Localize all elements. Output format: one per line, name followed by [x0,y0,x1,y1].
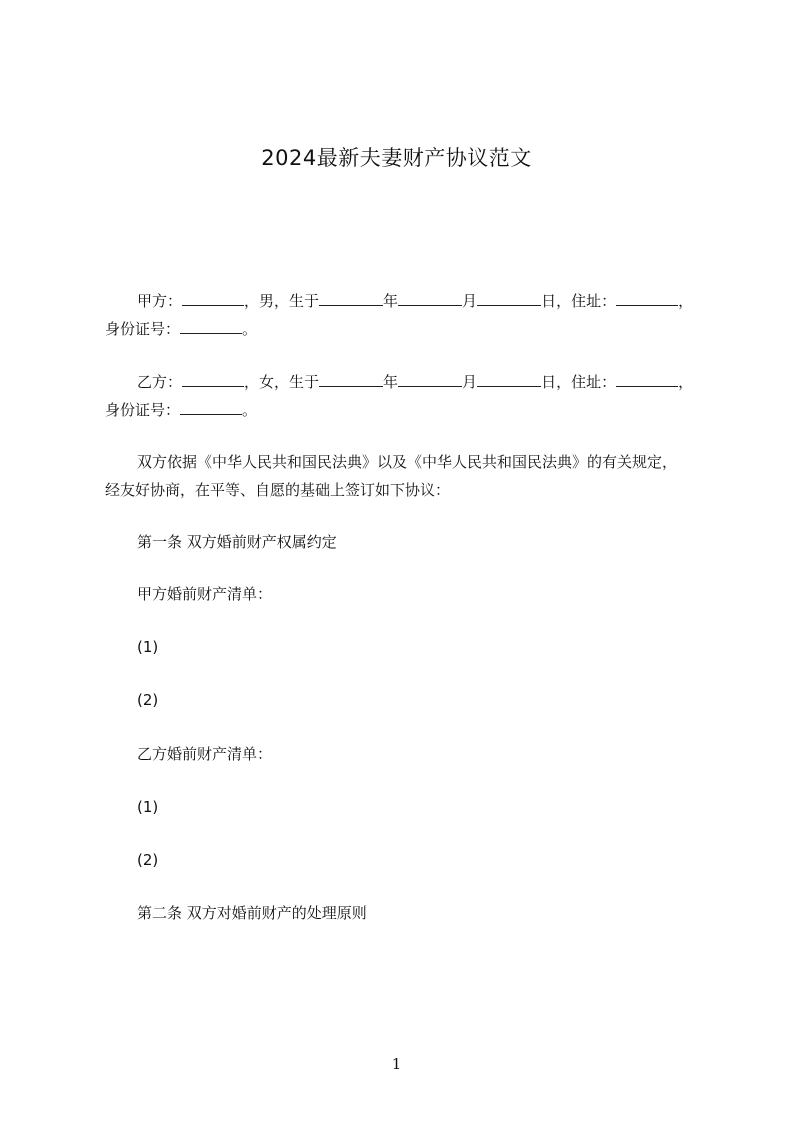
party-a-name-blank [182,291,244,306]
party-b-comma: ， [678,373,694,391]
party-b-month-label: 月 [462,373,478,391]
document-title: 2024最新夫妻财产协议范文 [261,146,532,170]
article-1-heading-text: 第一条 双方婚前财产权属约定 [137,533,337,551]
list-item [105,793,717,821]
party-a-year-blank [319,291,383,306]
party-b-item-2: (2) [137,851,159,869]
party-a-list-title-text: 甲方婚前财产清单： [137,585,273,603]
party-b-line-2 [105,396,717,424]
preamble-paragraph [105,448,717,504]
party-a-line-2 [105,315,717,343]
list-item [105,846,717,874]
party-b-address-blank [616,372,678,387]
party-b-label: 乙方： [137,373,183,391]
party-a-id-label: 身份证号： [105,320,181,338]
party-b-list-title [105,740,717,768]
party-a-month-label: 月 [462,292,478,310]
party-a-end: 。 [242,320,258,338]
party-a-year-label: 年 [383,292,399,310]
party-a-day-blank [477,291,541,306]
party-b-id-blank [180,400,242,415]
party-b-id-label: 身份证号： [105,401,181,419]
party-b-year-label: 年 [383,373,399,391]
party-a-month-blank [398,291,462,306]
party-a-line-1 [105,287,717,315]
list-item [105,633,717,661]
party-b-list-title-text: 乙方婚前财产清单： [137,745,273,763]
party-a-paragraph [105,287,717,343]
article-2-heading-text: 第二条 双方对婚前财产的处理原则 [137,904,367,922]
party-b-line-1 [105,368,717,396]
party-b-end: 。 [242,401,258,419]
party-a-id-blank [180,319,242,334]
party-b-name-blank [182,372,244,387]
party-b-year-blank [319,372,383,387]
preamble-line-2: 经友好协商，在平等、自愿的基础上签订如下协议： [105,481,451,499]
party-b-month-blank [398,372,462,387]
party-b-item-1: (1) [137,798,159,816]
article-1-heading [105,528,717,556]
preamble-line-1: 双方依据《中华人民共和国民法典》以及《中华人民共和国民法典》的有关规定， [137,453,678,471]
party-a-address-label: 日，住址： [541,292,617,310]
party-a-label: 甲方： [137,292,183,310]
party-b-gender: ，女，生于 [244,373,320,391]
party-a-item-1: (1) [137,638,159,656]
page-number: 1 [391,1055,402,1073]
party-a-comma: ， [678,292,694,310]
party-b-day-blank [477,372,541,387]
party-b-address-label: 日，住址： [541,373,617,391]
article-2-heading [105,899,717,927]
party-b-paragraph [105,368,717,424]
party-a-address-blank [616,291,678,306]
party-a-gender: ，男，生于 [244,292,320,310]
party-a-list-title [105,580,717,608]
party-a-item-2: (2) [137,691,159,709]
list-item [105,686,717,714]
